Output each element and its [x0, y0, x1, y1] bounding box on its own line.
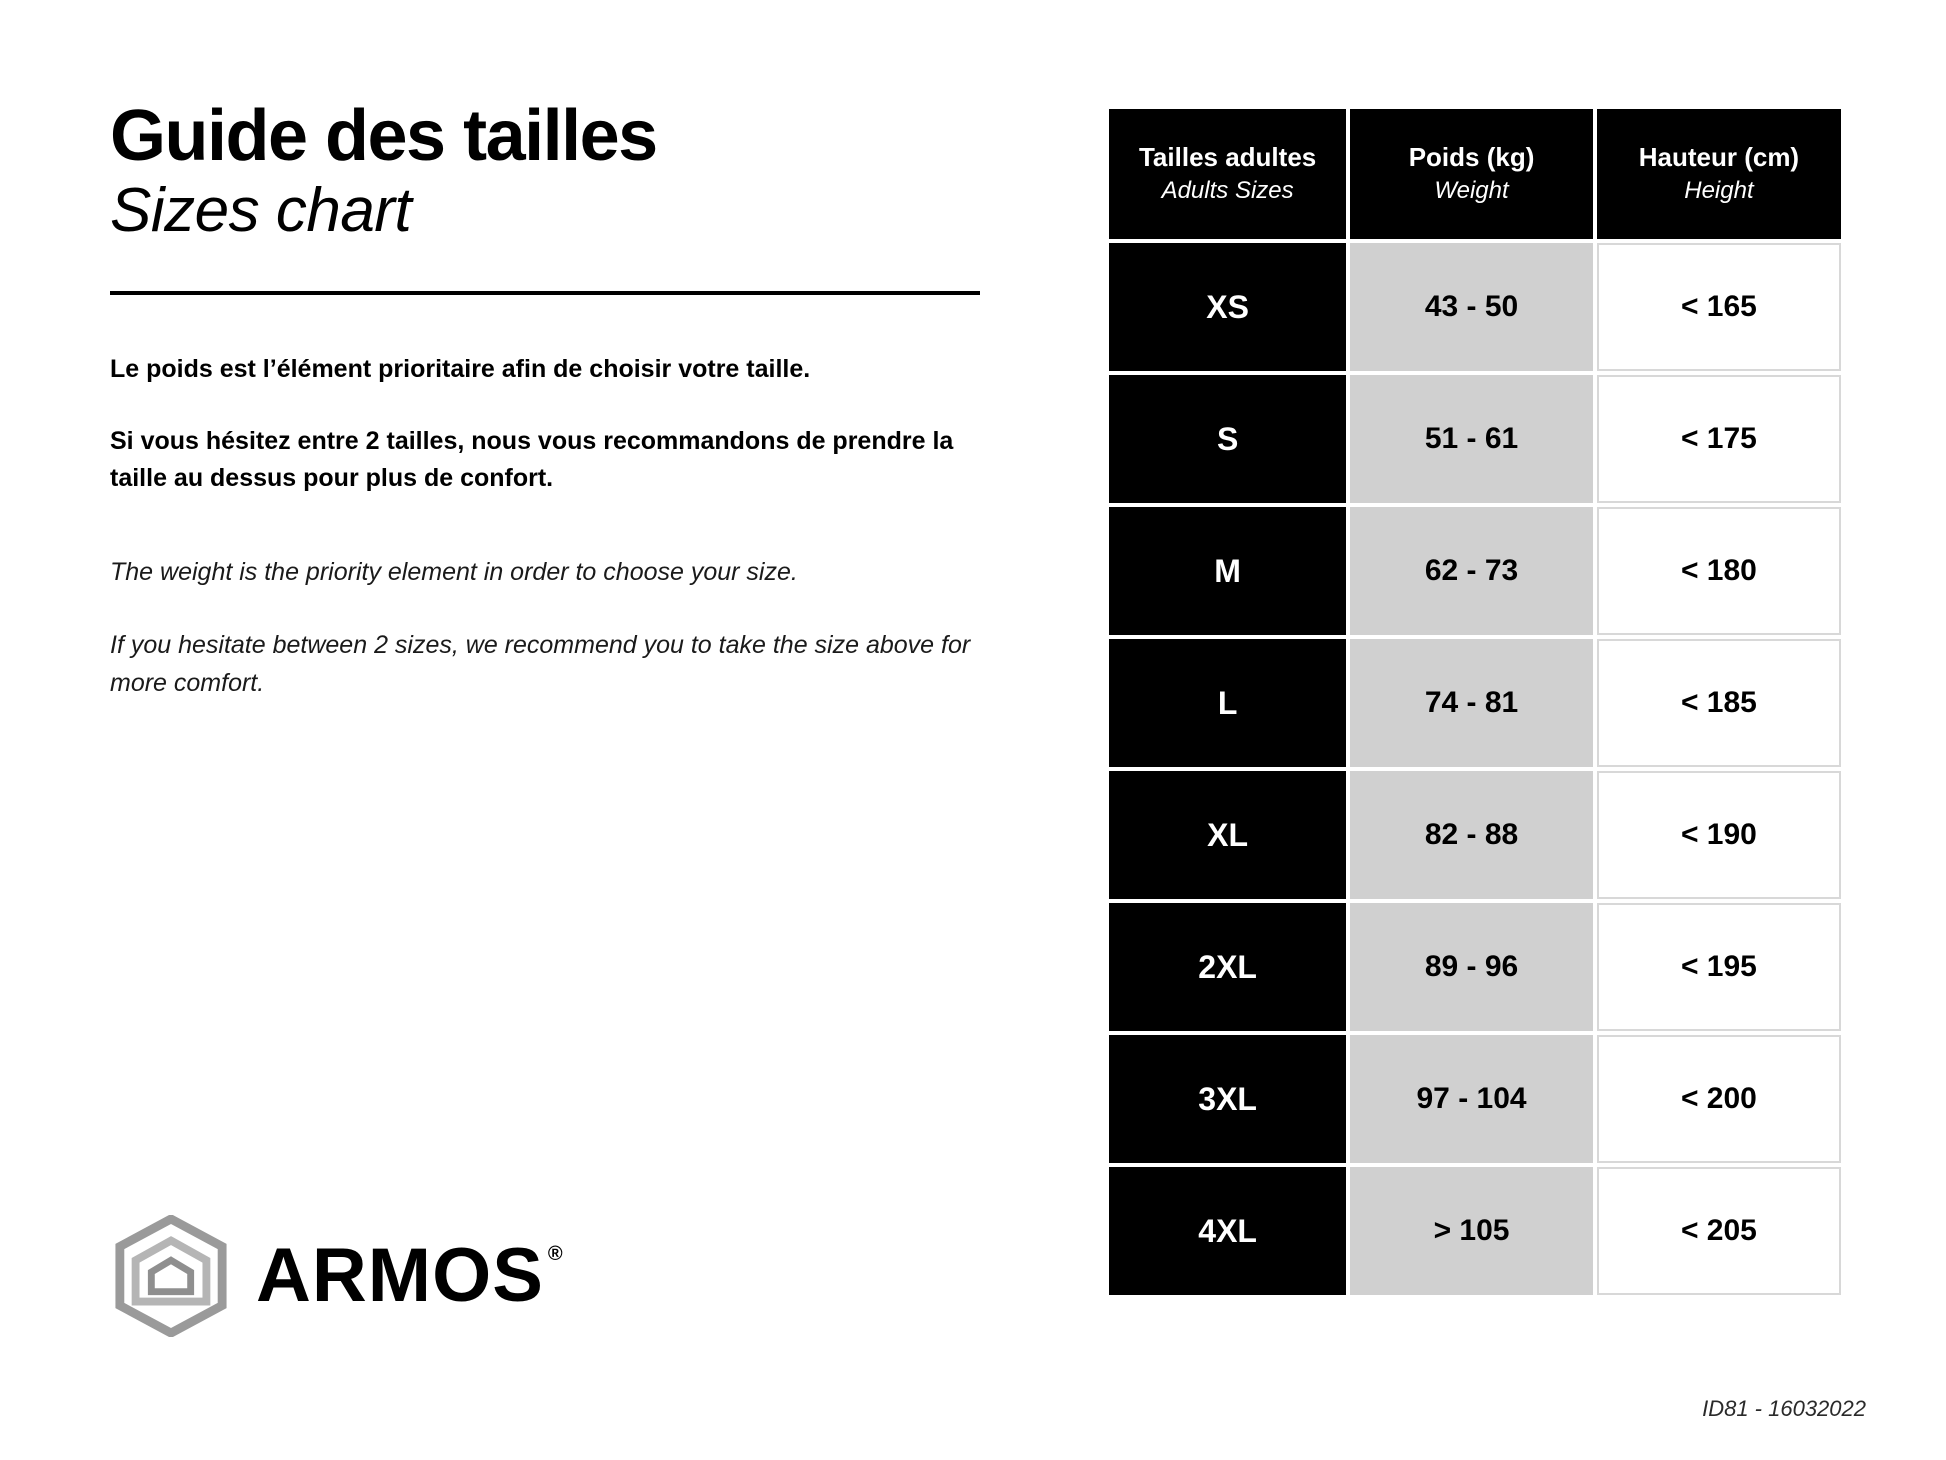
cell-weight: > 105: [1350, 1167, 1593, 1295]
paragraph-spacer: [110, 532, 990, 554]
brand-name: [256, 1233, 564, 1318]
cell-size: XL: [1109, 771, 1346, 899]
cell-height: < 205: [1597, 1167, 1841, 1295]
table-row: [1109, 1035, 1841, 1163]
header-label-en: Height: [1684, 177, 1754, 204]
cell-height: < 180: [1597, 507, 1841, 635]
cell-size: M: [1109, 507, 1346, 635]
cell-height: < 185: [1597, 639, 1841, 767]
header-label-fr: Tailles adultes: [1138, 141, 1317, 172]
cell-height: < 165: [1597, 243, 1841, 371]
cell-size: S: [1109, 375, 1346, 503]
cell-weight: 51 - 61: [1350, 375, 1593, 503]
cell-size: 4XL: [1109, 1167, 1346, 1295]
registered-mark: ®: [547, 1243, 564, 1265]
table-row: [1109, 1167, 1841, 1295]
instructions-block: [110, 351, 990, 702]
title-divider: [110, 291, 980, 295]
instruction-en-2: If you hesitate between 2 sizes, we recommend you to take the size above for more comfort.: [110, 631, 971, 697]
cell-weight: 82 - 88: [1350, 771, 1593, 899]
table-header-row: [1109, 109, 1841, 239]
cell-size: 2XL: [1109, 903, 1346, 1031]
cell-weight: 74 - 81: [1350, 639, 1593, 767]
table-row: [1109, 639, 1841, 767]
cell-size: XS: [1109, 243, 1346, 371]
brand-name-text: ARMOS: [256, 1233, 544, 1318]
intro-panel: [110, 96, 990, 738]
cell-height: < 200: [1597, 1035, 1841, 1163]
armos-hexagon-icon: [112, 1215, 230, 1337]
table-header-sizes: [1109, 109, 1346, 239]
table-row: [1109, 771, 1841, 899]
cell-weight: 62 - 73: [1350, 507, 1593, 635]
page-title-en: Sizes chart: [110, 176, 412, 245]
table-row: [1109, 903, 1841, 1031]
header-label-en: Weight: [1434, 177, 1509, 204]
table-header-height: [1597, 109, 1841, 239]
cell-weight: 89 - 96: [1350, 903, 1593, 1031]
brand-logo: [112, 1215, 564, 1337]
cell-size: 3XL: [1109, 1035, 1346, 1163]
table-header-weight: [1350, 109, 1593, 239]
sizes-table: [1105, 105, 1845, 1299]
page-title-fr: Guide des tailles: [110, 96, 657, 176]
cell-height: < 175: [1597, 375, 1841, 503]
header-label-en: Adults Sizes: [1161, 177, 1294, 204]
cell-weight: 43 - 50: [1350, 243, 1593, 371]
cell-weight: 97 - 104: [1350, 1035, 1593, 1163]
header-label-fr: Hauteur (cm): [1638, 141, 1800, 172]
table-row: [1109, 375, 1841, 503]
cell-height: < 190: [1597, 771, 1841, 899]
instruction-en-1: The weight is the priority element in order to choose your size.: [110, 557, 798, 586]
header-label-fr: Poids (kg): [1408, 141, 1535, 172]
cell-size: L: [1109, 639, 1346, 767]
cell-height: < 195: [1597, 903, 1841, 1031]
table-row: [1109, 507, 1841, 635]
instruction-fr-1: Le poids est l’élément prioritaire afin de choisir votre taille.: [110, 355, 811, 384]
table-row: [1109, 243, 1841, 371]
instruction-fr-2: Si vous hésitez entre 2 tailles, nous vous recommandons de prendre la taille au dessus pour plus de confort.: [110, 427, 954, 492]
reference-code: ID81 - 16032022: [1702, 1396, 1866, 1421]
